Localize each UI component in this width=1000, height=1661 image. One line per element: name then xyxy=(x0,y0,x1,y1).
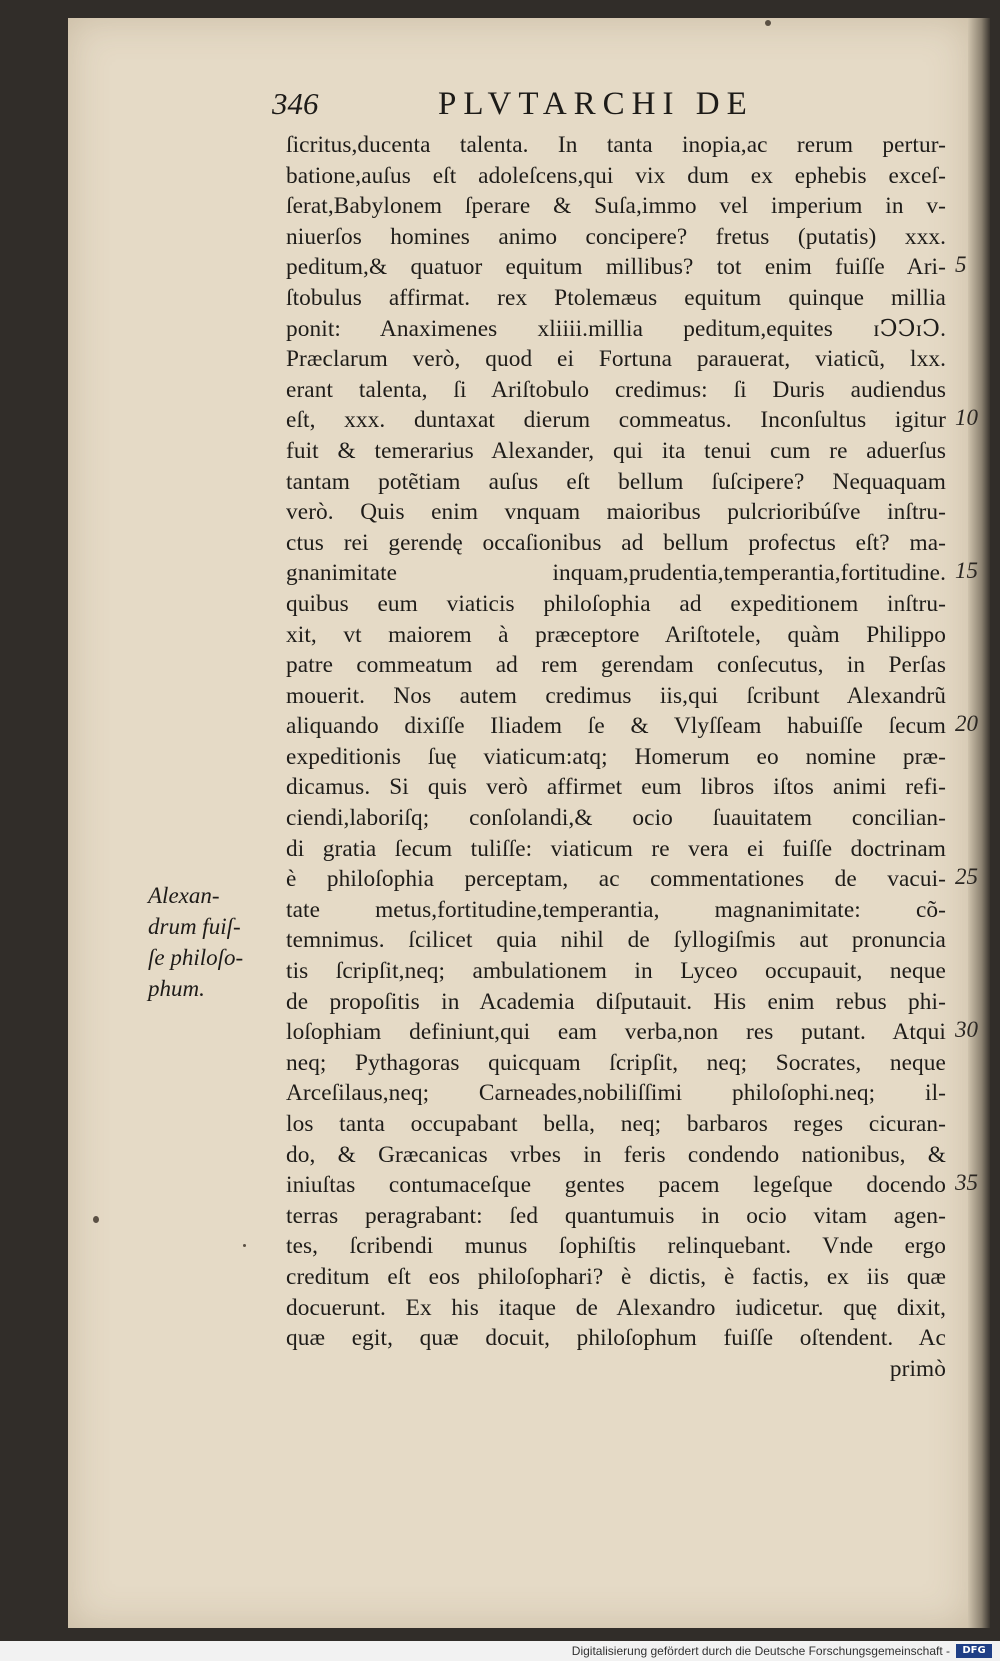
text-line: expeditionis ſuę viaticum:atq; Homerum eo nomine præ- xyxy=(286,743,946,770)
text-line: ſerat,Babylonem ſperare & Suſa,immo vel imperium in v- xyxy=(286,193,946,220)
footer-bar xyxy=(0,1641,1000,1661)
text-line: ponit: Anaximenes xliiii.millia peditum,equites ɪↃↃɪↃ. xyxy=(286,315,946,342)
ink-spot xyxy=(243,1244,246,1247)
text-line: los tanta occupabant bella, neq; barbaros reges cicuran- xyxy=(286,1111,946,1137)
ink-spot xyxy=(93,1216,99,1223)
page-edge xyxy=(968,18,990,1628)
body-text xyxy=(286,130,946,1384)
text-line: terras peragrabant: ſed quantumuis in ocio vitam agen- xyxy=(286,1202,946,1229)
text-line: erant talenta, ſi Ariſtobulo credimus: ſi Duris audiendus xyxy=(286,376,946,403)
text-line: iniuſtas contumaceſque gentes pacem legeſque docendo xyxy=(286,1172,946,1199)
ink-spot xyxy=(765,20,771,26)
line-number: 15 xyxy=(955,558,978,584)
text-line: peditum,& quatuor equitum millibus? tot enim fuiſſe Ari- xyxy=(286,254,946,281)
running-title: PLVTARCHI DE xyxy=(438,86,754,122)
footer-credit: Digitalisierung gefördert durch die Deutsche Forschungsgemeinschaft - xyxy=(571,1644,950,1658)
text-line: tate metus,fortitudine,temperantia, magnanimitate: cõ- xyxy=(286,896,946,923)
text-line: ctus rei gerendę occaſionibus ad bellum profectus eſt? ma- xyxy=(286,529,946,556)
text-line: ſtobulus affirmat. rex Ptolemæus equitum quinque millia xyxy=(286,284,946,311)
text-line: do, & Græcanicas vrbes in feris condendo nationibus, & xyxy=(286,1141,946,1168)
running-header xyxy=(272,86,922,130)
text-line: primò xyxy=(889,1355,946,1382)
text-line: fuit & temerarius Alexander, qui ita tenui cum re aduerſus xyxy=(286,437,946,464)
line-number: 25 xyxy=(955,864,978,890)
text-line: ciendi,laboriſq; conſolandi,& ocio ſuauitatem concilian- xyxy=(286,805,946,832)
line-number: 5 xyxy=(955,252,967,278)
text-line: di gratia ſecum tuliſſe: viaticum re vera ei fuiſſe doctrinam xyxy=(286,835,946,862)
text-line: quibus eum viaticis philoſophia ad expeditionem inſtru- xyxy=(286,590,946,617)
text-line: è philoſophia perceptam, ac commentationes de vacui- xyxy=(286,866,946,893)
text-line: batione,auſus eſt adoleſcens,qui vix dum ex ephebis exceſ- xyxy=(286,162,946,189)
line-number: 35 xyxy=(955,1170,978,1196)
text-line: loſophiam definiunt,qui eam verba,non res putant. Atqui xyxy=(286,1019,946,1046)
text-line: quæ egit, quæ docuit, philoſophum fuiſſe oſtendent. Ac xyxy=(286,1325,946,1352)
dfg-logo: DFG xyxy=(956,1644,992,1658)
text-line: gnanimitate inquam,prudentia,temperantia,fortitudine. xyxy=(286,560,946,587)
text-line: dicamus. Si quis verò affirmet eum libros iſtos animi refi- xyxy=(286,774,946,801)
text-line: docuerunt. Ex his itaque de Alexandro iudicetur. quę dixit, xyxy=(286,1294,946,1321)
text-line: aliquando dixiſſe Iliadem ſe & Vlyſſeam habuiſſe ſecum xyxy=(286,713,946,740)
text-line: xit, vt maiorem à præceptore Ariſtotele, quàm Philippo xyxy=(286,621,946,648)
text-line: ſicritus,ducenta talenta. In tanta inopia,ac rerum pertur- xyxy=(286,132,946,158)
text-line: temnimus. ſcilicet quia nihil de ſyllogiſmis aut pronuncia xyxy=(286,927,946,954)
text-line: neq; Pythagoras quicquam ſcripſit, neq; Socrates, neque xyxy=(286,1049,946,1076)
margin-note-line: drum fuiſ- xyxy=(148,914,241,939)
margin-note-line: phum. xyxy=(148,976,205,1001)
line-number: 30 xyxy=(955,1017,978,1043)
text-line: tes, ſcribendi munus ſophiſtis relinquebant. Vnde ergo xyxy=(286,1233,946,1260)
line-number: 10 xyxy=(955,405,978,431)
text-line: de propoſitis in Academia diſputauit. His enim rebus phi- xyxy=(286,988,946,1015)
text-line: tantam potẽtiam auſus eſt bellum ſuſcipere? Nequaquam xyxy=(286,468,946,495)
text-line: mouerit. Nos autem credimus iis,qui ſcribunt Alexandrũ xyxy=(286,682,946,709)
line-number: 20 xyxy=(955,711,978,737)
page-number: 346 xyxy=(272,86,319,121)
text-line: tis ſcripſit,neq; ambulationem in Lyceo occupauit, neque xyxy=(286,958,946,985)
text-line: Arceſilaus,neq; Carneades,nobiliſſimi philoſophi.neq; il- xyxy=(286,1080,946,1107)
margin-note-line: ſe philoſo- xyxy=(148,945,244,970)
text-line: patre commeatum ad rem gerendam conſecutus, in Perſas xyxy=(286,652,946,679)
margin-note xyxy=(148,880,272,1004)
text-line: eſt, xxx. duntaxat dierum commeatus. Inconſultus igitur xyxy=(286,407,946,434)
text-line: creditum eſt eos philoſophari? è dictis, è factis, ex iis quæ xyxy=(286,1263,946,1290)
text-line: Præclarum verò, quod ei Fortuna parauerat, viaticũ, lxx. xyxy=(286,346,946,373)
text-line: verò. Quis enim vnquam maioribus pulcrioribúſve inſtru- xyxy=(286,499,946,526)
margin-note-line: Alexan- xyxy=(148,883,220,908)
text-line: niuerſos homines animo concipere? fretus (putatis) xxx. xyxy=(286,223,946,250)
